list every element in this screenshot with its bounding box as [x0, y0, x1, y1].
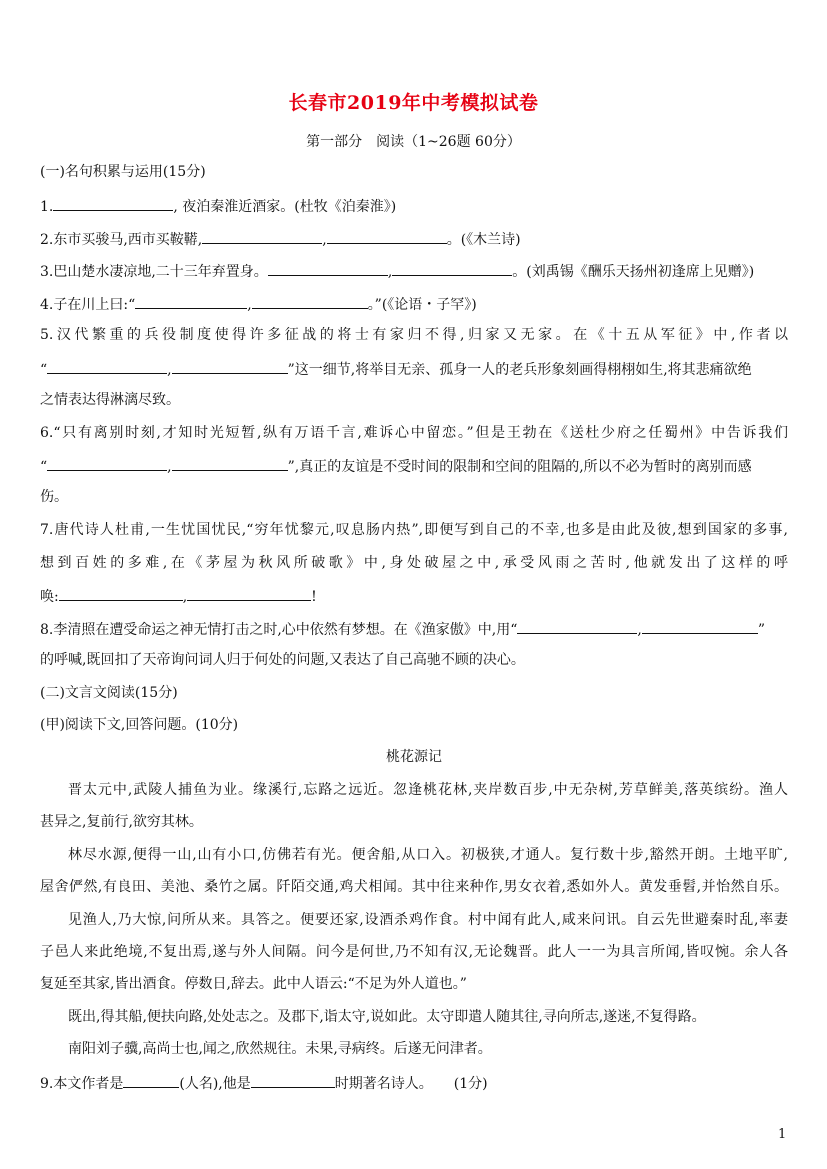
- question-9: [40, 1072, 788, 1094]
- answer-blank[interactable]: [268, 260, 388, 276]
- q8-tail: ”: [757, 622, 766, 638]
- answer-blank[interactable]: [187, 585, 311, 601]
- q2-mid: ,: [322, 232, 327, 248]
- question-6-line-3: 伤。: [40, 489, 68, 505]
- passage-paragraph-5: 南阳刘子骥,高尚士也,闻之,欣然规往。未果,寻病终。后遂无问津者。: [68, 1041, 492, 1057]
- q2-head: 2.东市买骏马,西市买鞍鞯,: [40, 232, 203, 248]
- question-1: [40, 195, 788, 217]
- q7-mid: ,: [182, 589, 188, 605]
- q5-tail: ”这一细节,将举目无亲、孤身一人的老兵形象刻画得栩栩如生,将其悲痛欲绝: [287, 362, 752, 378]
- subsection-heading: (甲)阅读下文,回答问题。(10分): [40, 717, 239, 733]
- answer-blank[interactable]: [252, 293, 368, 309]
- question-5-line-3: 之情表达得淋漓尽致。: [40, 392, 180, 408]
- passage-paragraph-4: 既出,得其船,便扶向路,处处志之。及郡下,诣太守,说如此。太守即遣人随其往,寻向所志,遂迷,不复得路。: [68, 1009, 706, 1025]
- passage-paragraph-1-line-1: 晋太元中,武陵人捕鱼为业。缘溪行,忘路之远近。忽逢桃花林,夹岸数百步,中无杂树,芳草鲜美,落英缤纷。渔人: [68, 782, 788, 798]
- passage-paragraph-2-line-1: 林尽水源,便得一山,山有小口,仿佛若有光。便舍船,从口入。初极狭,才通人。复行数十步,豁然开朗。土地平旷,: [68, 847, 788, 863]
- answer-blank[interactable]: [135, 293, 247, 309]
- q5-open-quote: “: [40, 362, 48, 378]
- q7-head: 唤:: [40, 589, 59, 605]
- question-8-line-1: [40, 618, 788, 640]
- question-7-line-2: 想到百姓的多难,在《茅屋为秋风所破歌》中,身处破屋之中,承受风雨之苦时,他就发出了这样的呼: [40, 555, 788, 571]
- answer-blank[interactable]: [642, 618, 758, 634]
- answer-blank[interactable]: [327, 228, 447, 244]
- q5-mid: ,: [167, 362, 172, 378]
- q4-tail: 。”(《论语・子罕》): [367, 297, 477, 313]
- passage-title: 桃花源记: [386, 749, 442, 765]
- q4-head: 4.子在川上曰:“: [40, 297, 136, 313]
- q9-mid: (人名),他是: [179, 1076, 251, 1092]
- passage-paragraph-1-line-2: 甚异之,复前行,欲穷其林。: [40, 814, 203, 830]
- q8-head: 8.李清照在遭受命运之神无情打击之时,心中依然有梦想。在《渔家傲》中,用“: [40, 622, 518, 638]
- question-6-line-1: 6.“只有离别时刻,才知时光短暂,纵有万语千言,难诉心中留恋。”但是王勃在《送杜少府之任蜀州》中告诉我们: [40, 425, 788, 441]
- question-5-line-1: 5.汉代繁重的兵役制度使得许多征战的将士有家归不得,归家又无家。在《十五从军征》中,作者以: [40, 327, 788, 343]
- answer-blank[interactable]: [47, 455, 167, 471]
- question-6-line-2: [40, 455, 788, 477]
- answer-blank[interactable]: [123, 1072, 179, 1088]
- answer-blank[interactable]: [202, 228, 322, 244]
- exam-title: 长春市2019年中考模拟试卷: [288, 92, 539, 114]
- answer-blank[interactable]: [53, 195, 173, 211]
- q1-tail: , 夜泊秦淮近酒家。(杜牧《泊秦淮》): [173, 199, 397, 215]
- answer-blank[interactable]: [251, 1072, 335, 1088]
- section-heading-1: (一)名句积累与运用(15分): [40, 164, 206, 180]
- q9-head: 9.本文作者是: [40, 1076, 124, 1092]
- answer-blank[interactable]: [47, 358, 167, 374]
- q6-open-quote: “: [40, 459, 48, 475]
- answer-blank[interactable]: [392, 260, 512, 276]
- question-7-line-1: 7.唐代诗人杜甫,一生忧国忧民,“穷年忧黎元,叹息肠内热”,即便写到自己的不幸,也多是由此及彼,想到国家的多事,: [40, 522, 788, 538]
- q8-mid: ,: [637, 622, 642, 638]
- part-subtitle: 第一部分 阅读（1~26题 60分）: [306, 134, 521, 150]
- passage-paragraph-3-line-1: 见渔人,乃大惊,问所从来。具答之。便要还家,设酒杀鸡作食。村中闻有此人,咸来问讯。自云先世避秦时乱,率妻: [68, 912, 788, 928]
- answer-blank[interactable]: [59, 585, 183, 601]
- question-4: [40, 293, 788, 315]
- q3-mid: ,: [387, 264, 393, 280]
- page-number: 1: [778, 1127, 787, 1142]
- q6-mid: ,: [167, 459, 172, 475]
- q9-tail: 时期著名诗人。 (1分): [334, 1076, 488, 1092]
- question-3: [40, 260, 788, 282]
- q1-number: 1.: [40, 199, 54, 215]
- answer-blank[interactable]: [172, 358, 288, 374]
- passage-paragraph-3-line-3: 复延至其家,皆出酒食。停数日,辞去。此中人语云:“不足为外人道也。”: [40, 976, 467, 992]
- q3-head: 3.巴山楚水凄凉地,二十三年弃置身。: [40, 264, 268, 280]
- passage-paragraph-3-line-2: 子邑人来此绝境,不复出焉,遂与外人间隔。问今是何世,乃不知有汉,无论魏晋。此人一一为具言所闻,皆叹惋。余人各: [40, 944, 788, 960]
- answer-blank[interactable]: [172, 455, 288, 471]
- question-2: [40, 228, 788, 250]
- passage-paragraph-2-line-2: 屋舍俨然,有良田、美池、桑竹之属。阡陌交通,鸡犬相闻。其中往来种作,男女衣着,悉如外人。黄发垂髫,并怡然自乐。: [40, 879, 788, 895]
- q6-tail: ”,真正的友谊是不受时间的限制和空间的阻隔的,所以不必为暂时的离别而感: [287, 459, 752, 475]
- question-8-line-2: 的呼喊,既回扣了天帝询问词人归于何处的问题,又表达了自己高驰不顾的决心。: [40, 652, 525, 668]
- q7-tail: !: [311, 589, 317, 605]
- question-5-line-2: [40, 358, 788, 380]
- q3-tail: 。(刘禹锡《酬乐天扬州初逢席上见赠》): [512, 264, 755, 280]
- q2-tail: 。(《木兰诗): [446, 232, 521, 248]
- answer-blank[interactable]: [517, 618, 637, 634]
- section-heading-2: (二)文言文阅读(15分): [40, 685, 178, 701]
- q4-mid: ,: [247, 297, 252, 313]
- question-7-line-3: [40, 585, 788, 607]
